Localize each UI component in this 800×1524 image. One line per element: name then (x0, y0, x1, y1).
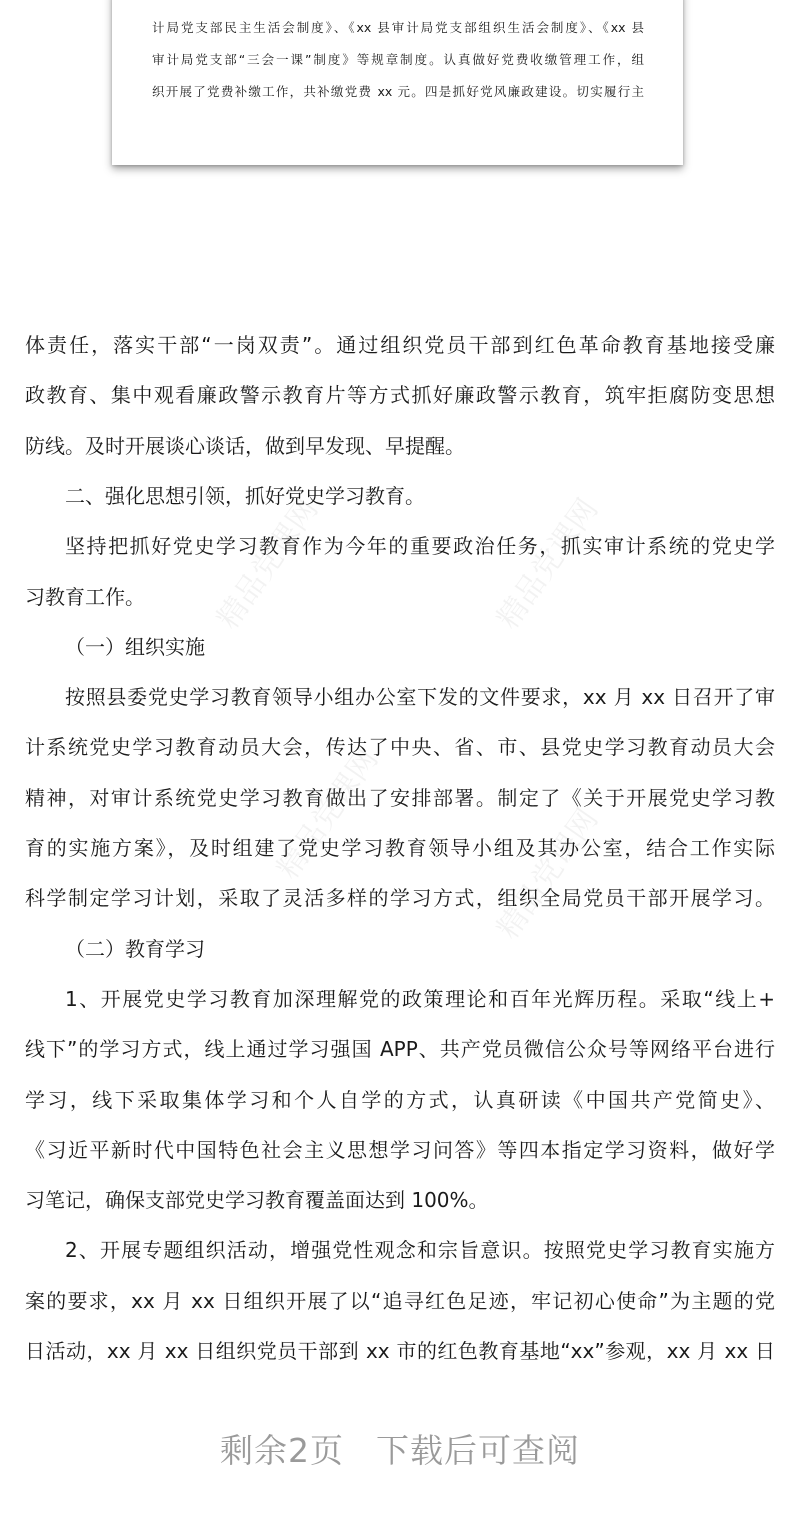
text-line: 计系统党史学习教育动员大会，传达了中央、省、市、县党史学习教育动员大会 (25, 735, 775, 760)
text-line: 坚持把抓好党史学习教育作为今年的重要政治任务，抓实审计系统的党史学 (65, 534, 775, 559)
remaining-pages: 剩余2页 (220, 1431, 344, 1470)
card-line: 审计局党支部“三会一课”制度》等规章制度。认真做好党费收缴管理工作，组 (152, 52, 644, 67)
preview-card (112, 0, 683, 165)
text-line: 《习近平新时代中国特色社会主义思想学习问答》等四本指定学习资料，做好学 (25, 1137, 775, 1162)
text-line: 线下”的学习方式，线上通过学习强国 APP、共产党员微信公众号等网络平台进行 (25, 1037, 775, 1062)
text-line: 育的实施方案》，及时组建了党史学习教育领导小组及其办公室，结合工作实际 (25, 836, 775, 860)
text-line: 2、开展专题组织活动，增强党性观念和宗旨意识。按照党史学习教育实施方 (65, 1238, 775, 1263)
text-line: 科学制定学习计划，采取了灵活多样的学习方式，组织全局党员干部开展学习。 (25, 886, 775, 911)
text-line: （一）组织实施 (65, 634, 205, 659)
text-line: 习教育工作。 (25, 584, 145, 609)
watermark: 精品党课网 (490, 492, 606, 636)
text-line: （二）教育学习 (65, 936, 205, 961)
text-line: 二、强化思想引领，抓好党史学习教育。 (65, 483, 425, 508)
watermark: 精品党课网 (270, 742, 386, 886)
text-line: 学习，线下采取集体学习和个人自学的方式，认真研读《中国共产党简史》、 (25, 1087, 775, 1112)
text-line: 1、开展党史学习教育加深理解党的政策理论和百年光辉历程。采取“线上+ (65, 986, 775, 1011)
text-line: 按照县委党史学习教育领导小组办公室下发的文件要求，xx 月 xx 日召开了审 (65, 685, 775, 710)
card-line: 计局党支部民主生活会制度》、《xx 县审计局党支部组织生活会制度》、《xx 县 (152, 20, 644, 35)
watermark: 精品党课网 (490, 802, 606, 946)
download-hint: 下载后可查阅 (376, 1431, 580, 1470)
text-line: 案的要求，xx 月 xx 日组织开展了以“追寻红色足迹，牢记初心使命”为主题的党 (25, 1288, 775, 1313)
text-line: 习笔记，确保支部党史学习教育覆盖面达到 100%。 (25, 1188, 489, 1213)
more-pages-notice[interactable] (0, 1425, 800, 1472)
text-line: 政教育、集中观看廉政警示教育片等方式抓好廉政警示教育，筑牢拒腐防变思想 (25, 383, 775, 408)
text-line: 精神，对审计系统党史学习教育做出了安排部署。制定了《关于开展党史学习教 (25, 785, 775, 810)
text-line: 防线。及时开展谈心谈话，做到早发现、早提醒。 (25, 433, 465, 458)
text-line: 体责任，落实干部“一岗双责”。通过组织党员干部到红色革命教育基地接受廉 (25, 333, 775, 357)
text-line: 日活动，xx 月 xx 日组织党员干部到 xx 市的红色教育基地“xx”参观，xx 月 xx 日 (25, 1339, 775, 1363)
card-line: 织开展了党费补缴工作，共补缴党费 xx 元。四是抓好党风廉政建设。切实履行主 (152, 84, 644, 99)
watermark: 精品党课网 (210, 492, 326, 636)
